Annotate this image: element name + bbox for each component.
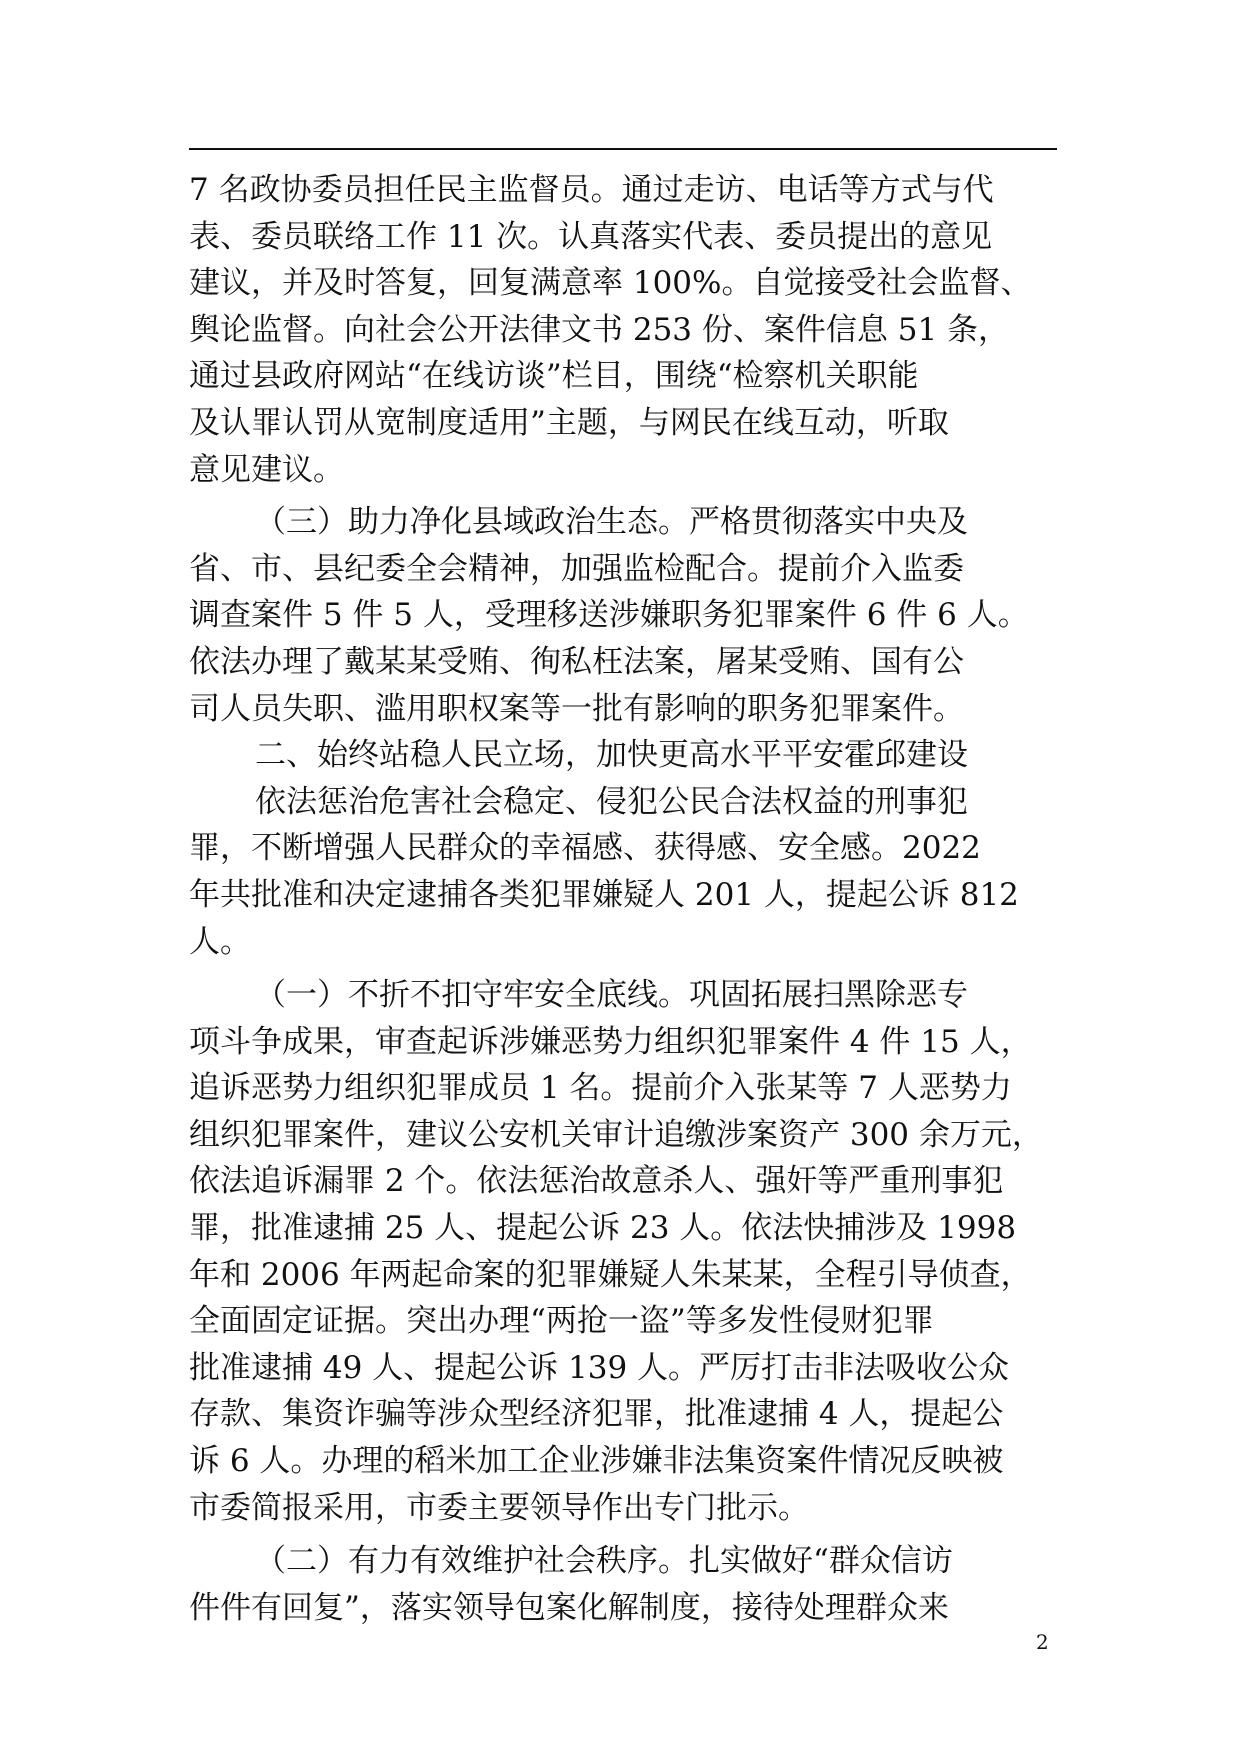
body-line: 通过县政府网站“在线访谈”栏目，围绕“检察机关职能 <box>189 358 919 395</box>
body-line: 批准逮捕 49 人、提起公诉 139 人。严厉打击非法吸收公众 <box>189 1349 1010 1386</box>
body-line: 存款、集资诈骗等涉众型经济犯罪，批准逮捕 4 人，提起公 <box>189 1396 1004 1433</box>
body-line: 及认罪认罚从宽制度适用”主题，与网民在线互动，听取 <box>189 404 949 441</box>
document-body <box>189 167 1061 1631</box>
body-line: 罪，不断增强人民群众的幸福感、获得感、安全感。2022 <box>189 830 981 867</box>
body-line: 项斗争成果，审查起诉涉嫌恶势力组织犯罪案件 4 件 15 人， <box>189 1023 1032 1060</box>
body-line: 意见建议。 <box>189 451 344 488</box>
body-line: 表、委员联络工作 11 次。认真落实代表、委员提出的意见 <box>189 218 993 255</box>
section-heading-line: （一）不折不扣守牢安全底线。巩固拓展扫黑除恶专 <box>255 977 968 1014</box>
body-line: 组织犯罪案件，建议公安机关审计追缴涉案资产 300 余万元， <box>189 1116 1043 1153</box>
section-heading-line: （三）助力净化县域政治生态。严格贯彻落实中央及 <box>255 504 968 541</box>
body-line: 人。 <box>189 923 251 960</box>
body-line: 年和 2006 年两起命案的犯罪嫌疑人朱某某，全程引导侦查， <box>189 1256 1032 1293</box>
body-line: 司人员失职、滥用职权案等一批有影响的职务犯罪案件。 <box>189 690 964 727</box>
body-line: 省、市、县纪委全会精神，加强监检配合。提前介入监委 <box>189 550 964 587</box>
body-line: 全面固定证据。突出办理“两抢一盗”等多发性侵财犯罪 <box>189 1303 934 1340</box>
body-line: 依法追诉漏罪 2 个。依法惩治故意杀人、强奸等严重刑事犯 <box>189 1163 1004 1200</box>
body-line: 依法办理了戴某某受贿、徇私枉法案，屠某受贿、国有公 <box>189 643 964 680</box>
body-line: 年共批准和决定逮捕各类犯罪嫌疑人 201 人，提起公诉 812 <box>189 876 1019 913</box>
section-heading-line: （二）有力有效维护社会秩序。扎实做好“群众信访 <box>255 1543 953 1580</box>
body-line: 追诉恶势力组织犯罪成员 1 名。提前介入张某等 7 人恶势力 <box>189 1070 1012 1107</box>
header-rule <box>189 148 1057 150</box>
body-line: 7 名政协委员担任民主监督员。通过走访、电话等方式与代 <box>189 172 994 208</box>
body-line: 舆论监督。向社会公开法律文书 253 份、案件信息 51 条， <box>189 311 1010 348</box>
body-line: 依法惩治危害社会稳定、侵犯公民合法权益的刑事犯 <box>255 783 968 820</box>
body-line: 罪，批准逮捕 25 人、提起公诉 23 人。依法快捕涉及 1998 <box>189 1210 1017 1247</box>
body-line: 调查案件 5 件 5 人，受理移送涉嫌职务犯罪案件 6 件 6 人。 <box>189 597 1029 634</box>
body-line: 建议，并及时答复，回复满意率 100%。自觉接受社会监督、 <box>189 265 1032 302</box>
body-line: 件件有回复”，落实领导包案化解制度，接待处理群众来 <box>189 1589 949 1626</box>
body-line: 市委简报采用，市委主要领导作出专门批示。 <box>189 1489 809 1526</box>
page-number: 2 <box>1036 1630 1049 1654</box>
body-line: 诉 6 人。办理的稻米加工企业涉嫌非法集资案件情况反映被 <box>189 1443 1004 1480</box>
chapter-heading: 二、始终站稳人民立场，加快更高水平平安霍邱建设 <box>255 737 968 774</box>
